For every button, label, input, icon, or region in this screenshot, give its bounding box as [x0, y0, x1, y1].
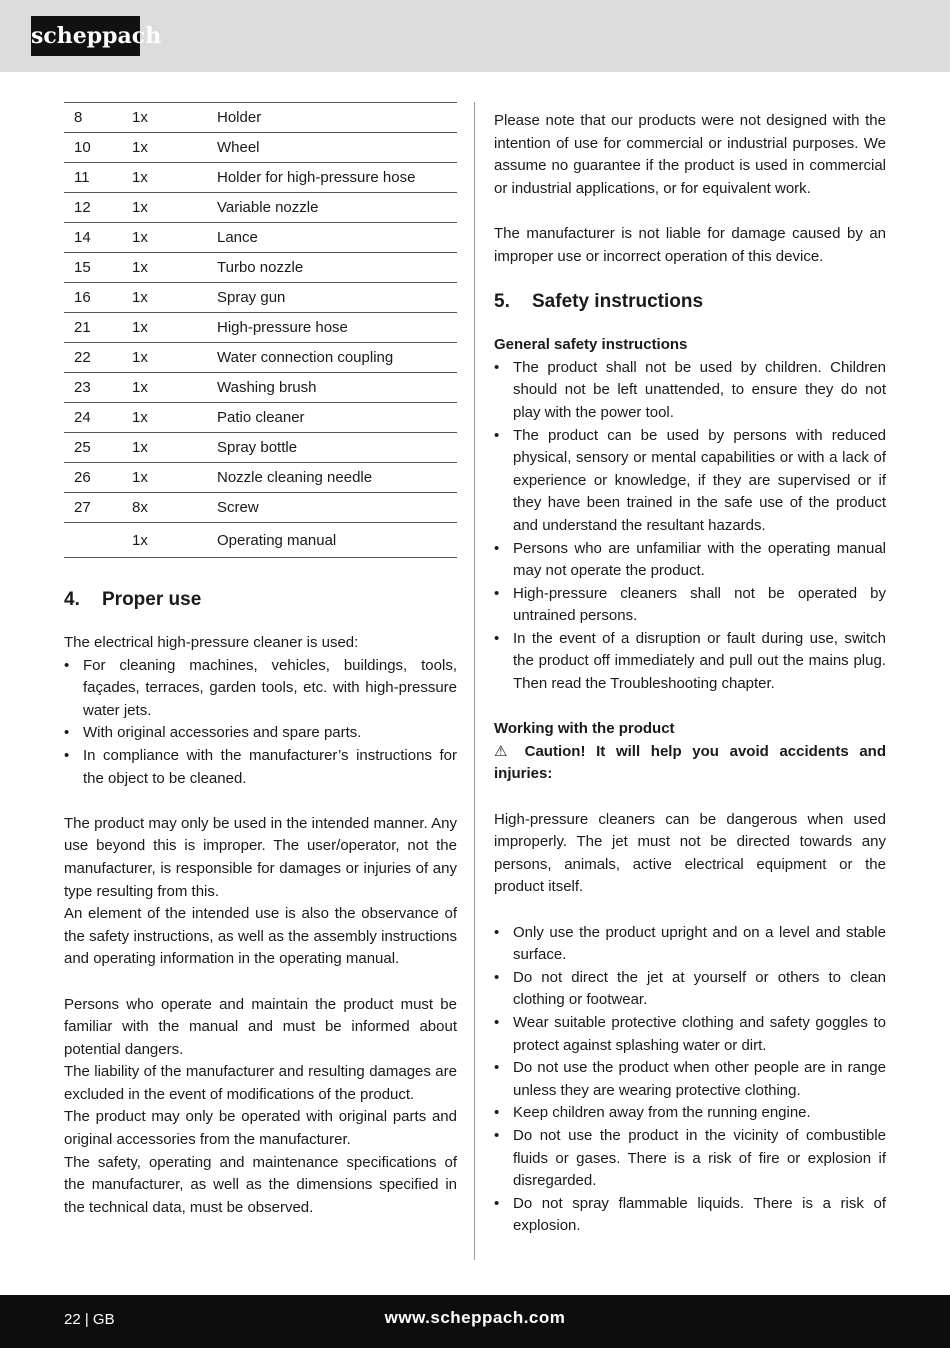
part-quantity: 1x	[122, 193, 207, 223]
table-row	[64, 463, 457, 493]
paragraph: The product may only be operated with original parts and original accessories from the manufacturer.	[64, 1108, 457, 1149]
table-row	[64, 403, 457, 433]
table-row	[64, 103, 457, 133]
table-row	[64, 163, 457, 193]
paragraph: The product may only be used in the intended manner. Any use beyond this is improper. The user/operator, not the manufacturer, is responsible for damages or injuries of any type resulting from this.	[64, 814, 457, 900]
section-number: 5.	[494, 291, 510, 313]
parts-table	[64, 102, 457, 558]
part-number: 25	[64, 433, 122, 463]
paragraph: An element of the intended use is also the observance of the safety instructions, as well as the assembly instructions and operating information in the operating manual.	[64, 905, 457, 968]
part-name: Spray bottle	[207, 433, 457, 463]
table-row	[64, 493, 457, 523]
table-row	[64, 343, 457, 373]
right-column	[494, 110, 886, 1238]
list-item: • Do not use the product in the vicinity of combustible fluids or gases. There is a risk of fire or explosion if disregarded.	[494, 1126, 886, 1190]
part-quantity: 1x	[122, 103, 207, 133]
working-heading: Working with the product	[494, 720, 675, 738]
table-row	[64, 373, 457, 403]
part-number: 23	[64, 373, 122, 403]
part-name: Operating manual	[207, 523, 457, 558]
part-number: 21	[64, 313, 122, 343]
part-name: Washing brush	[207, 373, 457, 403]
part-name: Holder	[207, 103, 457, 133]
column-divider	[474, 102, 475, 1260]
part-name: High-pressure hose	[207, 313, 457, 343]
proper-use-intro: The electrical high-pressure cleaner is used:	[64, 634, 359, 651]
part-quantity: 1x	[122, 403, 207, 433]
list-item: • In compliance with the manufacturer’s instructions for the object to be cleaned.	[64, 746, 457, 787]
part-name: Turbo nozzle	[207, 253, 457, 283]
list-item: • Do not spray flammable liquids. There is a risk of explosion.	[494, 1194, 886, 1235]
table-row	[64, 433, 457, 463]
part-number: 11	[64, 163, 122, 193]
part-name: Water connection coupling	[207, 343, 457, 373]
part-quantity: 1x	[122, 313, 207, 343]
part-quantity: 1x	[122, 283, 207, 313]
section-title: Proper use	[102, 589, 202, 610]
warning-icon: ⚠	[494, 742, 514, 760]
part-number: 10	[64, 133, 122, 163]
section-number: 4.	[64, 589, 80, 610]
part-number: 15	[64, 253, 122, 283]
table-row	[64, 133, 457, 163]
list-item: • Only use the product upright and on a level and stable surface.	[494, 923, 886, 964]
part-number: 14	[64, 223, 122, 253]
part-number: 8	[64, 103, 122, 133]
list-item: • In the event of a disruption or fault during use, switch the product off immediately and pull out the mains plug. Then read the Troubleshooting chapter.	[494, 629, 886, 693]
caution-note: ⚠ Caution! It will help you avoid accidents and injuries:	[494, 742, 886, 783]
list-item: • Keep children away from the running engine.	[494, 1104, 811, 1122]
general-safety-heading: General safety instructions	[494, 336, 688, 354]
general-safety-list	[494, 357, 886, 696]
part-quantity: 1x	[122, 373, 207, 403]
left-column	[64, 102, 457, 1219]
list-item: • The product can be used by persons with reduced physical, sensory or mental capabilities or with a lack of experience or knowledge, if they are supervised or if they have been trained in the safe use of the product and understand the resultant hazards.	[494, 426, 886, 534]
table-row	[64, 253, 457, 283]
part-name: Lance	[207, 223, 457, 253]
part-number: 22	[64, 343, 122, 373]
page-number: 22 | GB	[64, 1311, 115, 1328]
part-number	[64, 523, 122, 558]
part-quantity: 1x	[122, 523, 207, 558]
part-name: Holder for high-pressure hose	[207, 163, 457, 193]
part-quantity: 1x	[122, 253, 207, 283]
list-item: • For cleaning machines, vehicles, buildings, tools, façades, terraces, garden tools, etc. with high-pressure water jets.	[64, 656, 457, 719]
paragraph: The safety, operating and maintenance specifications of the manufacturer, as well as the dimensions specified in the technical data, must be observed.	[64, 1153, 457, 1216]
part-name: Nozzle cleaning needle	[207, 463, 457, 493]
website-link[interactable]: www.scheppach.com	[384, 1308, 566, 1327]
table-row	[64, 283, 457, 313]
list-item: • With original accessories and spare parts.	[64, 724, 362, 742]
paragraph: The liability of the manufacturer and resulting damages are excluded in the event of modifications of the product.	[64, 1063, 457, 1103]
list-item: • High-pressure cleaners shall not be operated by untrained persons.	[494, 584, 886, 625]
part-name: Spray gun	[207, 283, 457, 313]
part-number: 27	[64, 493, 122, 523]
proper-use-list	[64, 655, 457, 791]
proper-use-heading	[64, 588, 457, 612]
paragraph: Please note that our products were not designed with the intention of use for commercial or industrial purposes. We assume no guarantee if the product is used in commercial or industrial applications, or for equivalent work.	[494, 112, 886, 197]
list-item: • Do not direct the jet at yourself or others to clean clothing or footwear.	[494, 968, 886, 1009]
list-item: • Do not use the product when other people are in range unless they are wearing protective clothing.	[494, 1059, 886, 1099]
table-row	[64, 523, 457, 558]
part-number: 16	[64, 283, 122, 313]
table-row	[64, 193, 457, 223]
part-quantity: 1x	[122, 343, 207, 373]
safety-heading	[494, 290, 886, 314]
part-number: 12	[64, 193, 122, 223]
header-bar	[0, 0, 950, 72]
part-name: Patio cleaner	[207, 403, 457, 433]
part-quantity: 1x	[122, 433, 207, 463]
table-row	[64, 313, 457, 343]
part-name: Wheel	[207, 133, 457, 163]
table-row	[64, 223, 457, 253]
paragraph: Persons who operate and maintain the product must be familiar with the manual and must be informed about potential dangers.	[64, 995, 457, 1058]
list-item: • Wear suitable protective clothing and safety goggles to protect against splashing water or dirt.	[494, 1013, 886, 1054]
part-quantity: 8x	[122, 493, 207, 523]
part-number: 26	[64, 463, 122, 493]
part-quantity: 1x	[122, 223, 207, 253]
list-item: • The product shall not be used by children. Children should not be left unattended, to ensure they do not play with the power tool.	[494, 358, 886, 421]
part-quantity: 1x	[122, 133, 207, 163]
section-title: Safety instructions	[532, 291, 704, 313]
footer-bar	[0, 1295, 950, 1348]
part-number: 24	[64, 403, 122, 433]
part-quantity: 1x	[122, 463, 207, 493]
scheppach-logo: scheppach	[31, 16, 140, 56]
working-list	[494, 922, 886, 1238]
part-name: Screw	[207, 493, 457, 523]
list-item: • Persons who are unfamiliar with the operating manual may not operate the product.	[494, 539, 886, 580]
part-quantity: 1x	[122, 163, 207, 193]
paragraph: The manufacturer is not liable for damage caused by an improper use or incorrect operation of this device.	[494, 224, 886, 265]
paragraph: High-pressure cleaners can be dangerous when used improperly. The jet must not be directed towards any persons, animals, active electrical equipment or the product itself.	[494, 810, 886, 896]
part-name: Variable nozzle	[207, 193, 457, 223]
